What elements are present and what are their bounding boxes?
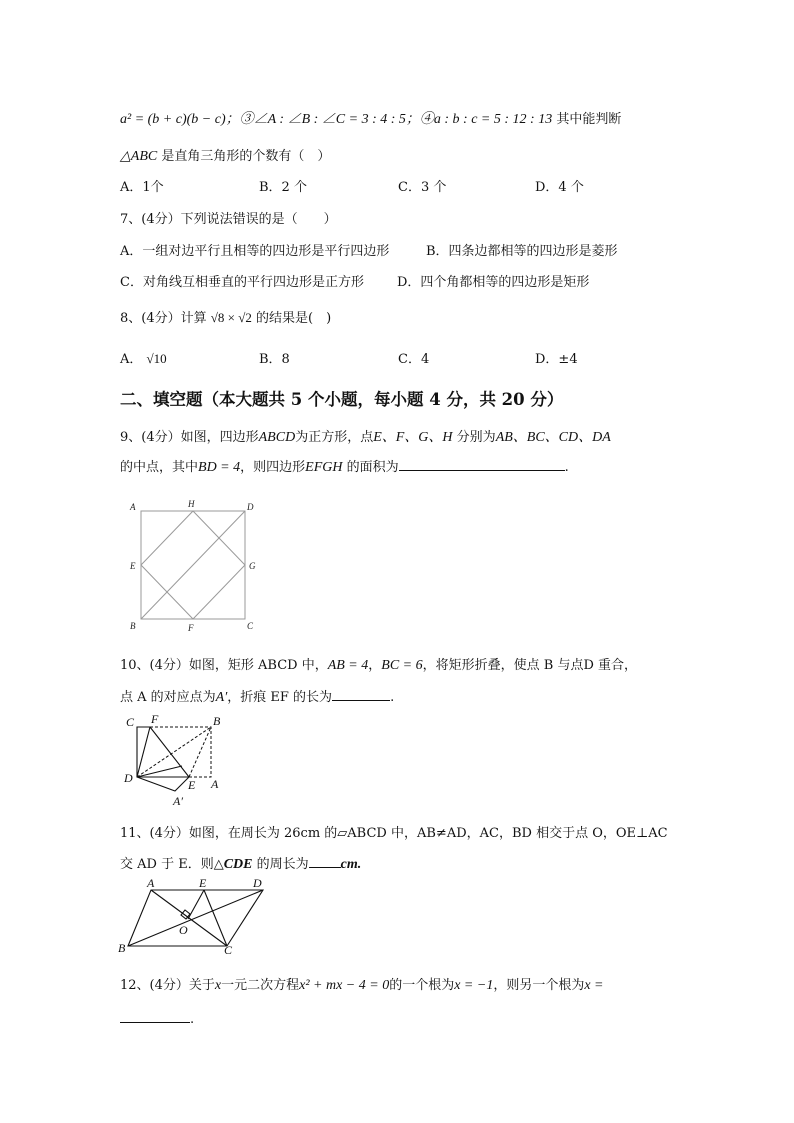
q11-line-oe xyxy=(188,890,204,919)
q12-equation: x² + mx − 4 = 0 xyxy=(299,978,390,993)
q10-label-d: D xyxy=(124,771,133,785)
q6-line-1 xyxy=(120,108,621,128)
q10-label-e: E xyxy=(188,778,196,792)
q12-root: x = −1 xyxy=(454,978,494,993)
q6-option-a: A．1个 xyxy=(120,180,164,195)
q12-l1-end: x = xyxy=(584,978,604,993)
q9-l2-math2: EFGH xyxy=(305,460,343,475)
q9-label-h: H xyxy=(188,499,195,509)
q8-stem-pre: 8、(4分）计算 xyxy=(120,311,207,326)
q9-answer-blank[interactable] xyxy=(399,458,565,471)
q9-label-f: F xyxy=(188,623,194,633)
q7-option-a: A．一组对边平行且相等的四边形是平行四边形 xyxy=(120,244,390,259)
q11-unit: cm. xyxy=(340,857,362,872)
q8-option-c: C．4 xyxy=(398,352,430,367)
q8-option-d: D．±4 xyxy=(535,352,578,367)
q6-option-b: B．2 个 xyxy=(259,180,307,195)
q12-l1-d: ，则另一个根为 xyxy=(493,978,585,993)
q11-label-o: O xyxy=(179,923,188,937)
q7-stem: 7、(4分）下列说法错误的是（ ） xyxy=(120,212,337,227)
q10-label-b: B xyxy=(213,714,221,728)
q9-square-figure xyxy=(120,496,270,636)
q9-label-c: C xyxy=(247,621,254,631)
q9-l1-b: 为正方形，点 xyxy=(295,430,374,445)
section-2-title: 二、填空题（本大题共 5 个小题，每小题 4 分，共 20 分） xyxy=(120,390,564,409)
q10-l1-math1: AB = 4 xyxy=(327,658,369,673)
q10-l2-math: A′ xyxy=(215,690,228,705)
q6-line-2-text: 是直角三角形的个数有（ ） xyxy=(161,149,331,164)
q9-label-a: A xyxy=(130,502,136,512)
q8-stem-post: 的结果是( ) xyxy=(256,311,332,326)
q9-label-d: D xyxy=(247,502,254,512)
q10-folded-flap xyxy=(137,777,189,791)
q10-l1-b: ， xyxy=(368,658,382,673)
q6-triangle-math: △ABC xyxy=(120,149,158,164)
q6-option-d: D．4 个 xyxy=(535,180,584,195)
q11-line-2 xyxy=(120,853,361,873)
q9-label-b: B xyxy=(130,621,136,631)
q11-l2-math: CDE xyxy=(223,857,253,872)
q9-l1-a: 9、(4分）如图，四边形 xyxy=(120,430,259,445)
q11-label-a: A xyxy=(147,876,155,890)
q11-parallelogram-figure xyxy=(115,876,265,956)
q12-line-2 xyxy=(120,1010,194,1027)
q9-line-1 xyxy=(120,426,611,446)
q10-line-d-mid xyxy=(137,766,182,777)
q6-option-c: C．3 个 xyxy=(398,180,447,195)
q10-label-c: C xyxy=(126,715,135,729)
q9-l2-c: 的面积为 xyxy=(346,460,399,475)
q9-l1-math1: ABCD xyxy=(258,430,296,445)
q10-label-f: F xyxy=(151,712,159,726)
q9-l1-math2: E、F、G、H xyxy=(373,430,453,445)
q10-answer-blank[interactable] xyxy=(332,688,390,701)
q7-option-c: C．对角线互相垂直的平行四边形是正方形 xyxy=(120,275,364,290)
q12-l2-end: . xyxy=(190,1012,195,1027)
q6-conditions-math: a² = (b + c)(b − c)；③∠A : ∠B : ∠C = 3 : 4 : 5；④a : b : c = 5 : 12 : 13 xyxy=(120,112,553,127)
q8-stem xyxy=(120,307,331,326)
q9-l2-a: 的中点，其中 xyxy=(120,460,199,475)
q12-l1-b: 一元二次方程 xyxy=(221,978,300,993)
q10-label-a: A xyxy=(211,777,219,791)
q11-answer-blank[interactable] xyxy=(309,855,341,868)
q10-rect-dashed-sides xyxy=(150,727,211,777)
q11-diagonal-bd xyxy=(128,890,263,946)
q12-line-1 xyxy=(120,974,604,994)
q10-l2-end: . xyxy=(390,690,395,705)
q9-l1-c: 分别为 xyxy=(456,430,496,445)
q8-stem-math: √8 × √2 xyxy=(210,310,252,325)
q6-line-1-text: 其中能判断 xyxy=(556,112,622,127)
q10-fold-df xyxy=(137,727,150,777)
q7-option-b: B．四条边都相等的四边形是菱形 xyxy=(426,244,618,259)
q9-line-2 xyxy=(120,456,569,476)
q9-l2-math: BD = 4 xyxy=(198,460,241,475)
q12-l1-c: 的一个根为 xyxy=(389,978,455,993)
q10-l1-c: ，将矩形折叠，使点 B 与点D 重合， xyxy=(422,658,637,673)
q10-l2-a: 点 A 的对应点为 xyxy=(120,690,216,705)
q9-label-g: G xyxy=(249,561,256,571)
q9-l2-b: ，则四边形 xyxy=(240,460,306,475)
q8-option-a-label: A． xyxy=(120,352,143,367)
q10-fold-figure xyxy=(120,712,230,812)
q11-label-b: B xyxy=(118,941,126,955)
q9-label-e: E xyxy=(130,561,136,571)
q8-option-a-value: √10 xyxy=(146,351,167,366)
q10-l1-a: 10、(4分）如图，矩形 ABCD 中， xyxy=(120,658,328,673)
q8-option-a xyxy=(120,348,167,367)
q10-label-a-prime: A′ xyxy=(173,794,183,808)
q10-l2-b: ，折痕 EF 的长为 xyxy=(227,690,333,705)
q8-option-b: B．8 xyxy=(259,352,290,367)
q12-answer-blank[interactable] xyxy=(120,1010,190,1023)
q10-rect-solid-sides xyxy=(137,727,189,777)
q11-line-1: 11、(4分）如图，在周长为 26cm 的▱ABCD 中，AB≠AD，AC，BD 相交于点 O，OE⊥AC xyxy=(120,826,668,841)
q11-label-c: C xyxy=(224,943,233,956)
q9-l1-math3: AB、BC、CD、DA xyxy=(495,430,611,445)
q9-l2-end: . xyxy=(564,460,569,475)
q11-l2-a: 交 AD 于 E．则△ xyxy=(120,857,224,872)
q10-l1-math2: BC = 6 xyxy=(381,658,423,673)
q6-line-2 xyxy=(120,145,330,165)
q10-line-2 xyxy=(120,686,394,706)
q12-l1-x: x xyxy=(214,978,222,993)
q12-l1-a: 12、(4分）关于 xyxy=(120,978,215,993)
q9-diagonal-bd xyxy=(141,511,245,619)
q10-line-1 xyxy=(120,654,637,674)
q11-label-e: E xyxy=(199,876,207,890)
q11-label-d: D xyxy=(253,876,262,890)
q7-option-d: D．四个角都相等的四边形是矩形 xyxy=(397,275,590,290)
q11-l2-b: 的周长为 xyxy=(256,857,309,872)
